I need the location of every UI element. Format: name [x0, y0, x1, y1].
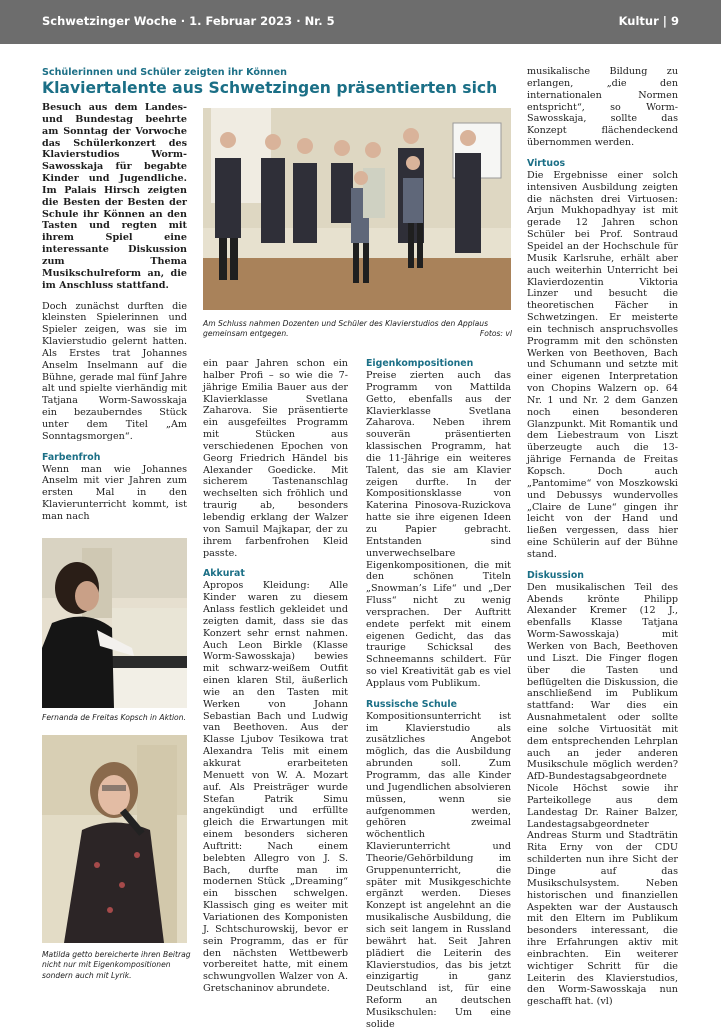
paragraph-farbenfroh: Wenn man wie Johannes Anselm mit vier Jahren zum ersten Mal in den Klavierunterricht kommt, ist man nach [42, 463, 187, 522]
photo-pianist [42, 538, 187, 708]
photo-group [203, 108, 511, 310]
publication-issue-line: Schwetzinger Woche · 1. Februar 2023 · Nr. 5 [42, 14, 335, 28]
subhead-virtuos: Virtuos [527, 157, 566, 169]
paragraph-intro: Doch zunächst durften die kleinsten Spielerinnen und Spieler zeigen, was sie im Klavierstudio gelernt hatten. Als Erstes trat Johannes Anselm Inselmann auf die Bühne, gerade mal fünf Jahre alt und spielte vierhändig mit Tatjana Worm-Sawosskaja ein bezauberndes Stück unter dem Titel „Am Sonntagsmorgen“. [42, 300, 187, 442]
caption-pianist: Fernanda de Freitas Kopsch in Aktion. [42, 713, 186, 722]
photo-credit: Fotos: vl [479, 329, 512, 338]
paragraph-eigenkompositionen: Preise zierten auch das Programm von Mattilda Getto, ebenfalls aus der Klavierklasse Svetlana Zaharova. Neben ihrem souverän präsentierten klassischen Programm, hat die 11-Jährige ein weiteres Talent, das sie am Klavier zeigen durfte. In der Kompositionsklasse von Katerina Pinosova-Ruzickova hatte sie ihre eigenen Ideen zu Papier gebracht. Entstanden sind unverwechselbare Eigenkompositionen, die mit den schönen Titeln „Snowman’s Life“ und „Der Fluss“ nicht zu wenig versprachen. Der Auftritt endete perfekt mit einem eigenen Gedicht, das das traurige Schicksal des Schneemanns schildert. Für so viel Kreativität gab es viel Applaus vom Publikum. [366, 370, 511, 689]
paragraph-normen: musikalische Bildung zu erlangen, „die den internationalen Normen entspricht“, so Worm-Sawosskaja, sollte das Konzept flächendeckend übernommen werden. [527, 66, 678, 149]
paragraph-diskussion: Den musikalischen Teil des Abends krönte Philipp Alexander Kremer (12 J., ebenfalls Klasse Tatjana Worm-Sawosskaja) mit Werken von Bach, Beethoven und Liszt. Die Finger flogen über die Tasten und beflügelten die Diskussion, die anschließend im Publikum stattfand: War dies ein Ausnahmetalent oder sollte eine solche Virtuosität mit dem entsprechenden Lehrplan auch an jeder anderen Musikschule möglich werden? AfD-Bundestagsabgeordnete Nicole Höchst sowie ihr Parteikollege aus dem Landestag Dr. Rainer Balzer, Landestagsabgeordneter Andreas Sturm und Stadträtin Rita Erny von der CDU schilderten nun ihre Sicht der Dinge auf das Musikschulsystem. Neben historischen und finanziellen Aspekten war der Austausch mit den Eltern im Publikum besonders interessant, die ihre Erfahrungen aktiv mit einbrachten. Ein weiterer wichtiger Schritt für die Leiterin des Klavierstudios, den Worm-Sawosskaja nun geschafft hat. (vl) [527, 581, 678, 1008]
article-headline: Klaviertalente aus Schwetzingen präsentierten sich [42, 79, 498, 97]
paragraph-akkurat: Apropos Kleidung: Alle Kinder waren zu diesem Anlass festlich gekleidet und zeigten damit, dass sie das Konzert sehr ernst nahmen. Auch Leon Birkle (Klasse Worm-Sawosskaja) bewies mit schwarz-weißem Outfit einen klaren Stil, äußerlich wie an den Tasten mit Werken von Johann Sebastian Bach und Ludwig van Beethoven. Aus der Klasse Ljubov Tesikowa trat Alexandra Telis mit einem akkurat erarbeiteten Menuett von W. A. Mozart auf. Als Preisträger wurde Stefan Patrik Simu angekündigt und erfüllte gleich die Erwartungen mit einem besonders sicheren Auftritt: Nach einem belebten Allegro von J. S. Bach, durfte man im modernen Stück „Dreaming“ ein bisschen schwelgen. Klassisch ging es weiter mit Variationen des Komponisten J. Schtschurowskij, bevor er sein Programm, das er für den nächsten Wettbewerb vorbereitet hatte, mit einem schwungvollen Walzer von A. Gretschaninov abrundete. [203, 580, 348, 995]
section-page-number: Kultur | 9 [618, 14, 679, 28]
paragraph-emilia: ein paar Jahren schon ein halber Profi – so wie die 7-jährige Emilia Bauer aus der Klavierklasse Svetlana Zaharova. Sie präsentierte ein ausgefeiltes Programm mit Stücken aus verschiedenen Epochen von Georg Friedrich Händel bis Alexander Goedicke. Mit sicherem Tastenanschlag wechselten sich fröhlich und traurig ab, besonders lebendig erklang der Walzer von Samuil Majkapar, der zu ihrem farbenfrohen Kleid passte. [203, 358, 348, 559]
lead-paragraph: Besuch aus dem Landes- und Bundestag beehrte am Sonntag der Vorwoche das Schülerkonzert des Klavierstudios Worm-Sawosskaja für begabte Kinder und Jugendliche. Im Palais Hirsch zeigten die Besten der Besten der Schule ihr Können an den Tasten und regten mit ihrem Spiel eine interessante Diskussion zum Thema Musikschulreform an, die im Anschluss stattfand. [42, 102, 187, 291]
photo-singer [42, 735, 187, 943]
column-3-text [366, 358, 511, 1031]
subhead-akkurat: Akkurat [203, 568, 245, 580]
paragraph-russische-schule: Kompositionsunterricht ist im Klavierstudio als zusätzliches Angebot möglich, das die Ausbildung abrunden soll. Zum Programm, das alle Kinder und Jugendlichen absolvieren müssen, wenn sie aufgenommen werden, gehören zweimal wöchentlich Klavierunterricht und Theorie/Gehörbildung im Gruppenunterricht, die später mit Musikgeschichte ergänzt werden. Dieses Konzept ist angelehnt an die musikalische Ausbildung, die sich seit langem in Russland bewährt hat. Seit Jahren plädiert die Leiterin des Klavierstudios, das bis jetzt einzigartig in ganz Deutschland ist, für eine Reform an deutschen Musikschulen: Um eine solide [366, 710, 511, 1030]
subhead-eigenkompositionen: Eigenkompositionen [366, 358, 474, 369]
column-4-text [527, 66, 678, 1008]
subhead-farbenfroh: Farbenfroh [42, 451, 101, 463]
page-header-bar [0, 0, 721, 44]
subhead-russische-schule: Russische Schule [366, 698, 457, 710]
paragraph-virtuos: Die Ergebnisse einer solch intensiven Ausbildung zeigten die nächsten drei Virtuosen: Arjun Mukhopadhyay ist mit gerade 12 Jahren schon Schüler bei Prof. Sontraud Speidel an der Hochschule für Musik Karlsruhe, erhält aber auch weiterhin Unterricht bei Klavierdozentin Viktoria Linzer und besucht die theoretischen Fächer in Schwetzingen. Er meisterte ein technisch anspruchsvolles Programm mit den schönsten Werken von Beethoven, Bach und Schumann und setzte mit einer eigenen Interpretation von Chopins Walzern op. 64 Nr. 1 und Nr. 2 dem Ganzen noch einen besonderen Glanzpunkt. Mit Romantik und dem Liebestraum von Liszt überzeugte auch die 13-jährige Fernanda de Freitas Kopsch. Doch auch „Pantomime“ von Moszkowski und Debussys wundervolles „Claire de Lune“ gingen ihr leicht von der Hand und ließen vergessen, dass hier eine Schülerin auf der Bühne stand. [527, 169, 678, 560]
subhead-diskussion: Diskussion [527, 569, 584, 581]
caption-singer: Matilda getto bereicherte ihren Beitrag nicht nur mit Eigenkompositionen sondern auch mit Lyrik. [42, 950, 191, 980]
column-1-text [42, 102, 187, 523]
article-kicker: Schülerinnen und Schüler zeigten ihr Können [42, 67, 287, 78]
caption-group: Am Schluss nahmen Dozenten und Schüler des Klavierstudios den Applaus gemeinsam entgegen. [203, 319, 489, 339]
column-2-text [203, 358, 348, 995]
